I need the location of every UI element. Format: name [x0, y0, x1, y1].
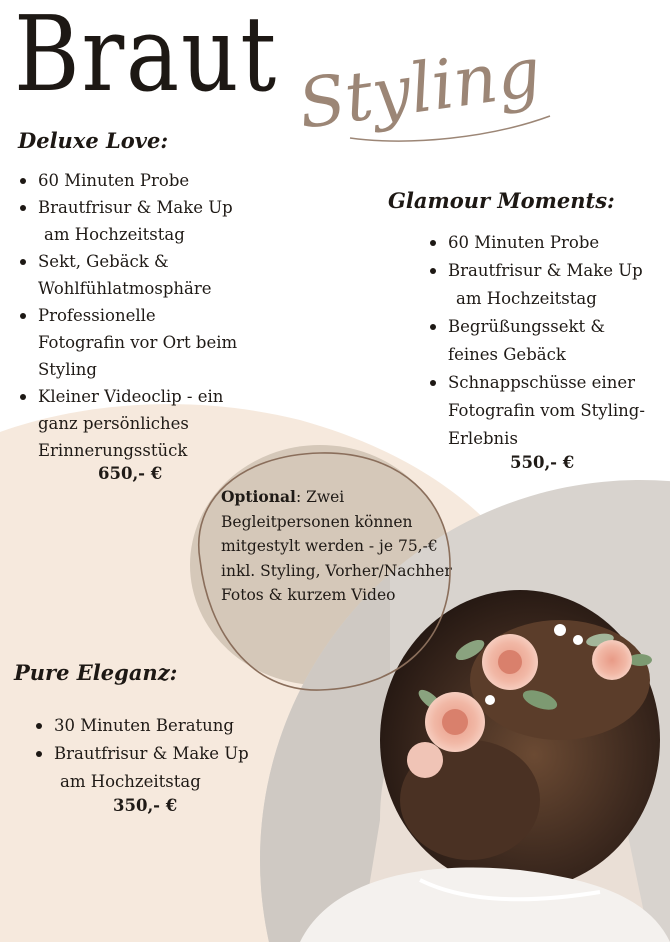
list-item: 30 Minuten Beratung: [34, 712, 264, 740]
list-item: Brautfrisur & Make Up am Hochzeitstag: [34, 740, 264, 796]
pure-list: [34, 712, 264, 796]
title-braut: Braut: [14, 0, 278, 115]
optional-note: [221, 485, 461, 608]
title-styling-script: [290, 18, 580, 148]
deluxe-list: [18, 167, 268, 464]
list-item: Brautfrisur & Make Up am Hochzeitstag: [18, 194, 268, 248]
glamour-list: [428, 229, 668, 453]
svg-text:Styling: Styling: [293, 32, 546, 145]
list-item: 60 Minuten Probe: [428, 229, 668, 257]
optional-text: : Zwei Begleitpersonen können mitgestylt werden - je 75,-€ inkl. Styling, Vorher/Nachher Fotos & kurzem Video: [221, 488, 452, 604]
pure-title: Pure Eleganz:: [14, 660, 178, 685]
list-item: 60 Minuten Probe: [18, 167, 268, 194]
list-item: Brautfrisur & Make Up am Hochzeitstag: [428, 257, 668, 313]
list-item: Kleiner Videoclip - ein ganz persönliches Erinnerungsstück: [18, 383, 268, 464]
list-item: Schnappschüsse einer Fotografin vom Styling- Erlebnis: [428, 369, 668, 453]
list-item: Begrüßungssekt & feines Gebäck: [428, 313, 668, 369]
deluxe-price: 650,- €: [98, 464, 163, 483]
glamour-price: 550,- €: [510, 453, 575, 472]
deluxe-title: Deluxe Love:: [18, 128, 169, 153]
list-item: Professionelle Fotografin vor Ort beim Styling: [18, 302, 268, 383]
glamour-title: Glamour Moments:: [388, 188, 615, 213]
pure-price: 350,- €: [113, 796, 178, 815]
optional-label: Optional: [221, 487, 296, 506]
list-item: Sekt, Gebäck & Wohlfühlatmosphäre: [18, 248, 268, 302]
